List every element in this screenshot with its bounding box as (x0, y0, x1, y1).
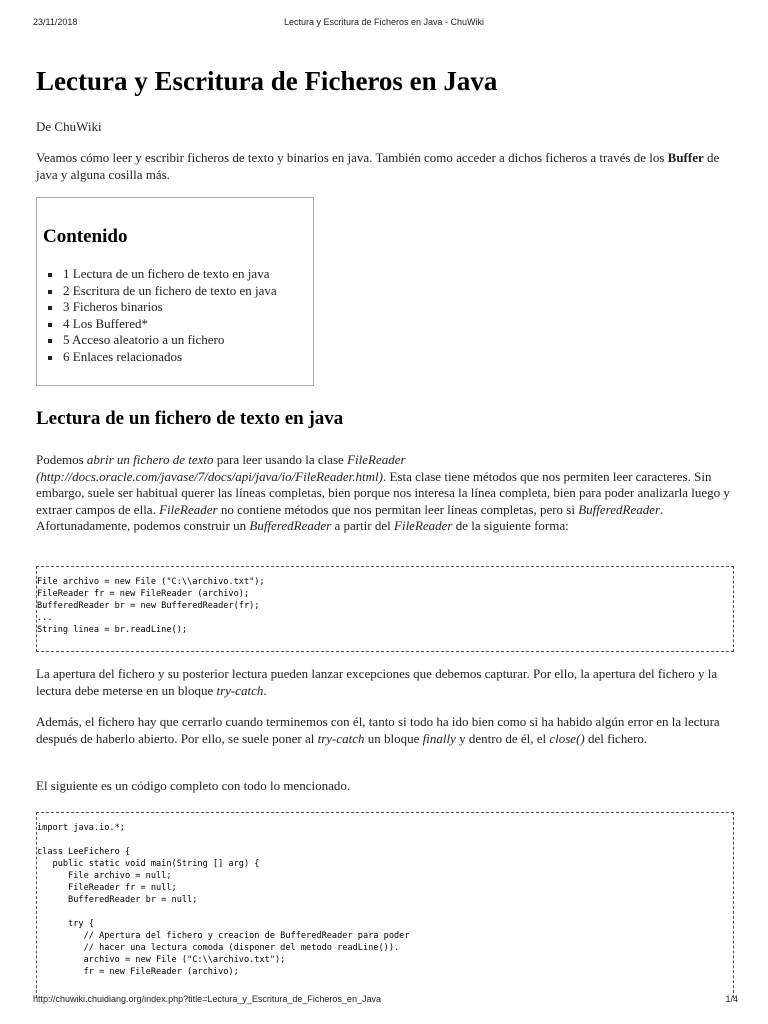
paragraph-filereader: Podemos abrir un fichero de texto para leer usando la clase FileReader (http://docs.oracle.com/javase/7/docs/api/java/io/FileReader.html). Esta clase tiene métodos que nos permiten leer caracteres. Sin embargo, suele ser habitual querer las líneas completas, bien porque nos interesa la línea completa, bien para poder analizarla luego y extraer campos de ella. FileReader no contiene métodos que nos permitan leer líneas completas, pero si BufferedReader. Afortunadamente, podemos construir un BufferedReader a partir del FileReader de la siguiente forma: (36, 452, 730, 533)
toc-item-enlaces[interactable]: 6 Enlaces relacionados (43, 349, 277, 366)
code-block-bufferedreader: File archivo = new File ("C:\\archivo.txt"); FileReader fr = new FileReader (archivo); BufferedReader br = new BufferedReader(fr); ... String linea = br.readLine(); (36, 566, 734, 652)
toc-list (43, 266, 277, 365)
toc-item-acceso-aleatorio[interactable]: 5 Acceso aleatorio a un fichero (43, 332, 277, 349)
buffer-term: Buffer (667, 150, 704, 165)
print-url: http://chuwiki.chuidiang.org/index.php?title=Lectura_y_Escritura_de_Ficheros_en_Java (33, 994, 381, 1004)
article-title: Lectura y Escritura de Ficheros en Java (36, 66, 498, 96)
article-source: De ChuWiki (36, 119, 102, 134)
paragraph-excepciones: La apertura del fichero y su posterior lectura pueden lanzar excepciones que debemos capturar. Por ello, la apertura del fichero y la lectura debe meterse en un bloque try-catch. (36, 666, 718, 698)
page-number: 1/4 (725, 994, 738, 1004)
code-block-leefichero: import java.io.*; class LeeFichero { public static void main(String [] arg) { File archivo = null; FileReader fr = null; BufferedReader br = null; try { // Apertura del fichero y creacion de BufferedReader para poder // hacer una lectura comoda (disponer del metodo readLine()). archivo = new File ("C:\\archivo.txt"); fr = new FileReader (archivo); (36, 812, 734, 998)
toc-item-lectura[interactable]: 1 Lectura de un fichero de texto en java (43, 266, 277, 283)
paragraph-cerrar-fichero: Además, el fichero hay que cerrarlo cuando terminemos con él, tanto si todo ha ido bien como si ha habido algún error en la lectura después de haberlo abierto. Por ello, se suele poner al try-catch un bloque finally y dentro de él, el close() del fichero. (36, 714, 720, 746)
print-page-title: Lectura y Escritura de Ficheros en Java - ChuWiki (283, 17, 485, 27)
filereader-doc-link[interactable]: (http://docs.oracle.com/javase/7/docs/api/java/io/FileReader.html) (36, 468, 383, 484)
section-heading-lectura: Lectura de un fichero de texto en java (36, 408, 344, 429)
print-date: 23/11/2018 (33, 17, 78, 27)
paragraph-codigo-completo: El siguiente es un código completo con todo lo mencionado. (36, 778, 351, 793)
toc-item-escritura[interactable]: 2 Escritura de un fichero de texto en java (43, 283, 277, 300)
table-of-contents (36, 197, 314, 386)
toc-item-binarios[interactable]: 3 Ficheros binarios (43, 299, 277, 316)
toc-title: Contenido (43, 226, 128, 247)
intro-paragraph: Veamos cómo leer y escribir ficheros de texto y binarios en java. También como acceder a dichos ficheros a través de los Buffer de java y alguna cosilla más. (36, 150, 720, 182)
toc-item-buffered[interactable]: 4 Los Buffered* (43, 316, 277, 333)
